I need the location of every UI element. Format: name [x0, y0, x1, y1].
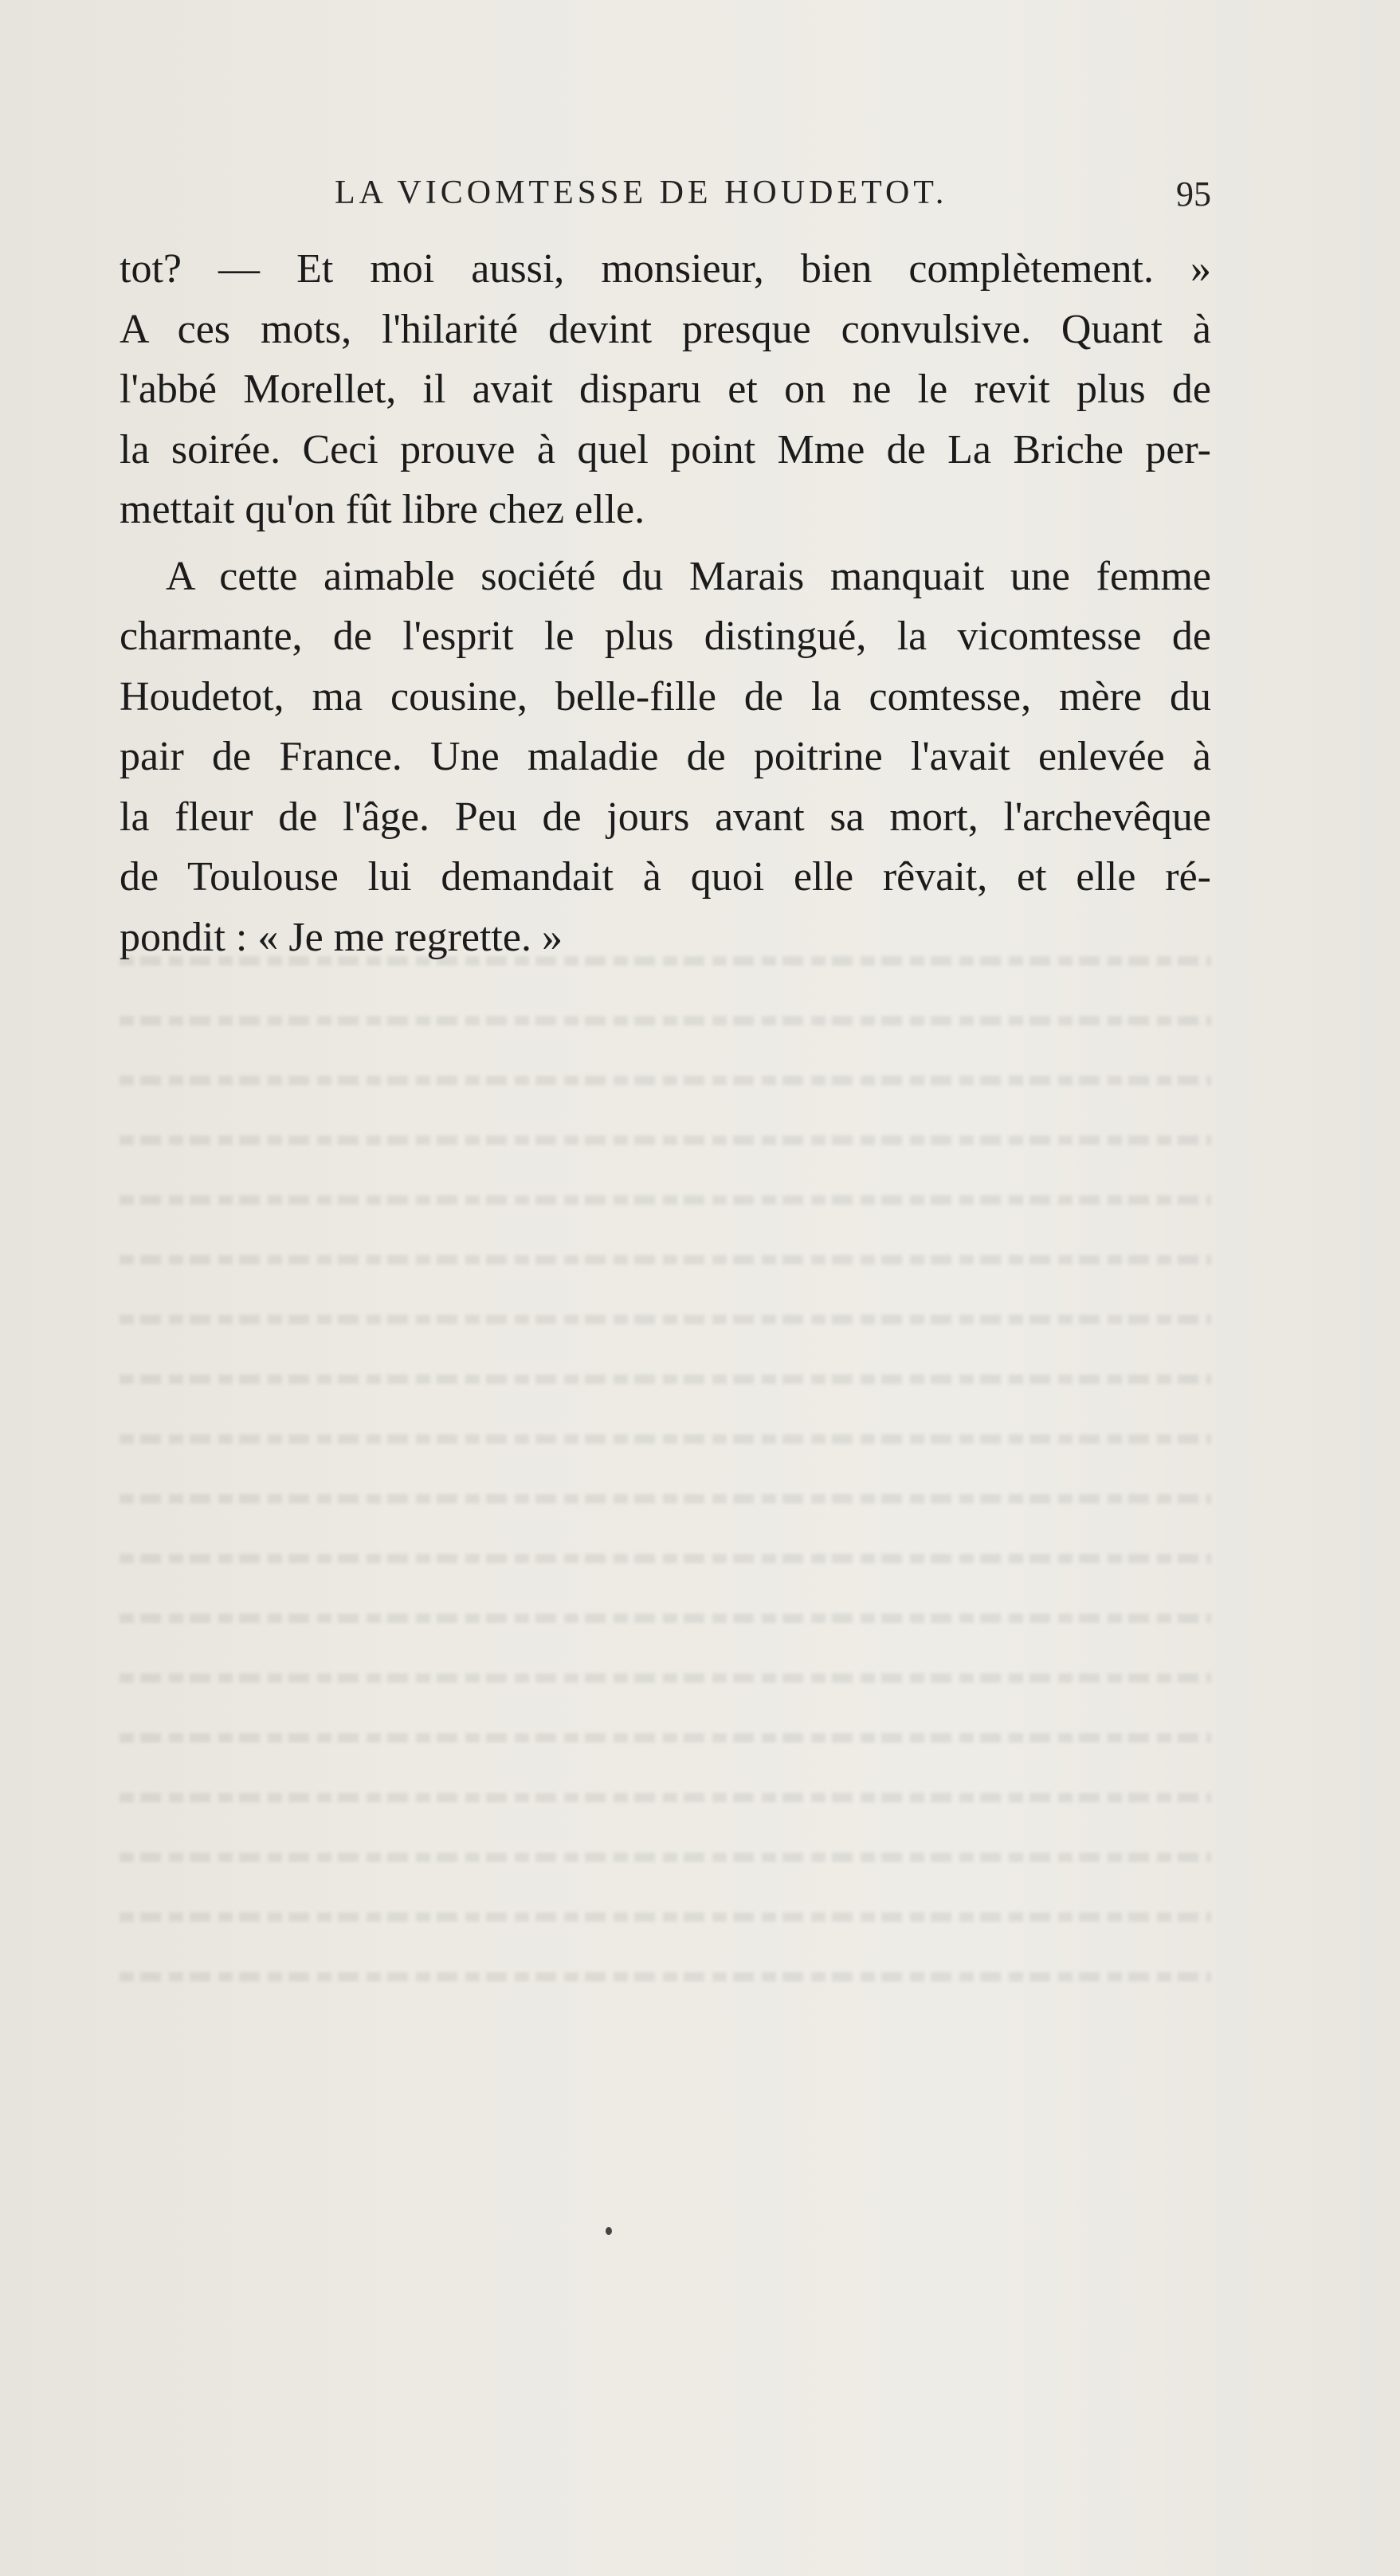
text-line: l'abbé Morellet, il avait disparu et on ne le revit plus de: [120, 367, 1211, 412]
body-text: [120, 239, 1211, 967]
text-line: de Toulouse lui demandait à quoi elle rêvait, et elle ré-: [120, 854, 1211, 900]
page-header: [120, 174, 1211, 222]
text-line: mettait qu'on fût libre chez elle.: [120, 487, 645, 532]
text-line: pair de France. Une maladie de poitrine l'avait enlevée à: [120, 734, 1211, 779]
text-line: A ces mots, l'hilarité devint presque convulsive. Quant à: [120, 306, 1211, 352]
text-line: Houdetot, ma cousine, belle-fille de la comtesse, mère du: [120, 673, 1211, 719]
text-line: pondit : « Je me regrette. »: [120, 914, 563, 960]
show-through-texture: [120, 956, 1211, 2271]
running-title: LA VICOMTESSE DE HOUDETOT.: [335, 174, 948, 211]
ink-speck: [606, 2227, 612, 2235]
page-number: 95: [1176, 174, 1211, 214]
text-line: A cette aimable société du Marais manquait une femme: [166, 553, 1211, 599]
text-line: la soirée. Ceci prouve à quel point Mme de La Briche per-: [120, 426, 1211, 472]
text-line: charmante, de l'esprit le plus distingué, la vicomtesse de: [120, 614, 1211, 659]
paragraph: [120, 547, 1211, 968]
text-line: tot? — Et moi aussi, monsieur, bien complètement. »: [120, 246, 1211, 292]
text-line: la fleur de l'âge. Peu de jours avant sa mort, l'archevêque: [120, 794, 1211, 840]
paragraph: [120, 239, 1211, 540]
